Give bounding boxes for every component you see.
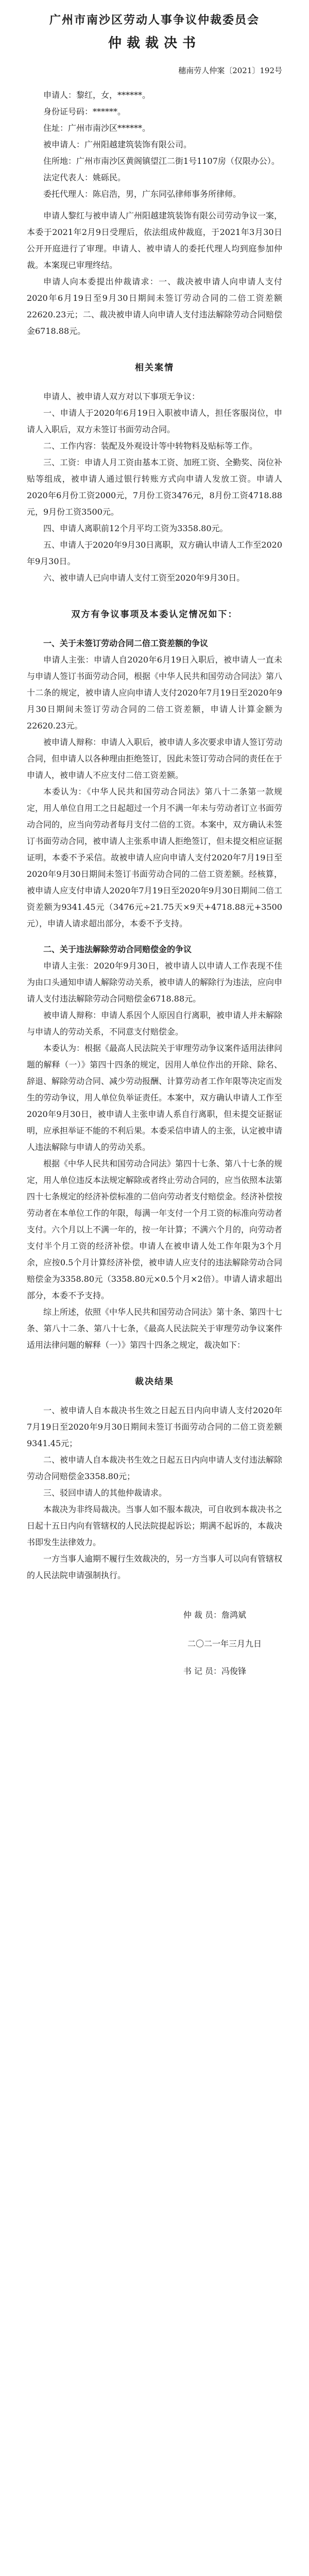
clerk-signature: 书 记 员：冯俊锋 xyxy=(183,1666,246,1676)
section-paragraph: 被申请人辩称：申请人系因个人原因自行离职，被申请人并未解除与申请人的劳动关系，不同意支付赔偿金。 xyxy=(27,1010,283,1037)
section-paragraph: 申请人主张：申请人自2020年6月19日入职后，被申请人一直未与申请人签订书面劳动合同，根据《中华人民共和国劳动合同法》第八十二条的规定，被申请人应向申请人支付2020年7月19日至2020年9月30日期间未签订劳动合同的二倍工资差额，申请人计算金额为22620.23元。 xyxy=(27,655,283,731)
section-paragraph: 一、申请人于2020年6月19日入职被申请人，担任客服岗位，申请人入职后，双方未签订书面劳动合同。 xyxy=(27,408,282,434)
section-paragraph: 六、被申请人已向申请人支付工资至2020年9月30日。 xyxy=(43,573,245,583)
section-heading-ruling: 裁决结果 xyxy=(135,1377,174,1387)
intro-paragraph: 申请人黎红与被申请人广州阳越建筑装饰有限公司劳动争议一案，本委于2021年2月9日受理后，依法组成仲裁庭，于2021年3月30日公开开庭进行了审理。申请人、被申请人的委托代理人均到庭参加仲裁。本案现已审理终结。 xyxy=(27,211,283,270)
party-line: 法定代表人：姚砾民。 xyxy=(43,173,126,182)
party-line: 身份证号码：******。 xyxy=(43,107,126,116)
requests-paragraph: 申请人向本委提出仲裁请求：一、裁决被申请人向申请人支付2020年6月19日至9月30日期间未签订劳动合同的二倍工资差额22620.23元；二、裁决被申请人向申请人支付违法解除劳动合同赔偿金6718.88元。 xyxy=(27,277,282,336)
section-paragraph: 三、工资：申请人月工资由基本工资、加班工资、全勤奖、岗位补贴等组成，被申请人通过银行转账方式向申请人发放工资。申请人2020年6月份工资2000元，7月份工资3476元，8月份工资4718.88元，9月份工资3500元。 xyxy=(27,457,283,517)
ruling-item: 三、驳回申请人的其他仲裁请求。 xyxy=(43,1488,167,1498)
section-paragraph: 申请人、被申请人双方对以下事项无争议： xyxy=(43,392,200,401)
section-paragraph: 五、申请人于2020年9月30日离职，双方确认申请人工作至2020年9月30日。 xyxy=(27,540,282,566)
dispute-subheading: 一、关于未签订劳动合同二倍工资差额的争议 xyxy=(43,638,209,648)
party-line: 申请人：黎红，女，******。 xyxy=(43,90,151,100)
case-number: 穗南劳人仲案〔2021〕192号 xyxy=(178,66,282,75)
ruling-notice: 一方当事人逾期不履行生效裁决的，另一方当事人可以向有管辖权的人民法院申请强制执行。 xyxy=(27,1554,283,1580)
ruling-notice: 本裁决为非终局裁决。当事人如不服本裁决，可自收到本裁决书之日起十五日内向有管辖权的人民法院提起诉讼；期满不起诉的，本裁决书即发生法律效力。 xyxy=(27,1504,283,1547)
section-paragraph: 被申请人辩称：申请人入职后，被申请人多次要求申请人签订劳动合同，但申请人以各种理由拒绝签订，因此未签订劳动合同的责任在于申请人，被申请人不应支付二倍工资差额。 xyxy=(27,737,283,780)
document-date: 二〇二一年三月九日 xyxy=(187,1639,262,1649)
parties-block xyxy=(27,87,282,202)
section-paragraph: 申请人主张：2020年9月30日，被申请人以申请人工作表现不佳为由口头通知申请人解除劳动关系，被申请人的解除行为违法，应向申请人支付违法解除劳动合同赔偿金6718.88元。 xyxy=(27,961,283,1004)
section-heading-disputes: 双方有争议事项及本委认定情况如下： xyxy=(71,609,238,620)
party-line: 住所地：广州市南沙区黄阁镇望江二街1号1107房（仅限办公）。 xyxy=(43,156,280,166)
committee-title: 广州市南沙区劳动人事争议仲裁委员会 xyxy=(49,13,260,27)
ruling-item: 一、被申请人自本裁决书生效之日起五日内向申请人支付2020年7月19日至2020年9月30日期间未签订书面劳动合同的二倍工资差额9341.45元； xyxy=(27,1405,282,1448)
party-line: 委托代理人：陈启浩，男，广东同弘律师事务所律师。 xyxy=(43,189,242,199)
section-heading-case-facts: 相关案情 xyxy=(135,363,174,373)
party-line: 住址：广州市南沙区******。 xyxy=(43,123,151,133)
section-paragraph: 二、工作内容：装配及外观设计等中转物料及贴标等工作。 xyxy=(43,441,258,451)
section-paragraph: 本委认为：根据《最高人民法院关于审理劳动争议案件适用法律问题的解释（一）》第四十四条的规定，因用人单位作出的开除、除名、辞退、解除劳动合同、减少劳动报酬、计算劳动者工作年限等决定而发生的劳动争议，用人单位负举证责任。本案中，双方确认申请人工作至2020年9月30日，被申请人主张申请人系自行离职，但未提交证据证明，应承担举证不能的不利后果。本委采信申请人的主张，认定被申请人违法解除与申请人的劳动关系。 xyxy=(27,1043,283,1152)
section-paragraph: 四、申请人离职前12个月平均工资为3358.80元。 xyxy=(43,523,228,533)
section-paragraph: 本委认为：《中华人民共和国劳动合同法》第八十二条第一款规定，用人单位自用工之日起超过一个月不满一年未与劳动者订立书面劳动合同的，应当向劳动者每月支付二倍的工资。本案中，双方确认未签订书面劳动合同，被申请人主张系申请人拒绝签订，但未提交相应证据证明，本委不予采信。故被申请人应向申请人支付2020年7月19日至2020年9月30日期间未签订书面劳动合同的二倍工资差额。经核算，被申请人应支付申请人2020年7月19日至2020年9月30日期间二倍工资差额为9341.45元（3476元÷21.75天×9天+4718.88元+3500元），申请人请求超出部分，本委不予支持。 xyxy=(27,787,283,928)
dispute-subheading: 二、关于违法解除劳动合同赔偿金的争议 xyxy=(43,944,192,954)
party-line: 被申请人：广州阳越建筑装饰有限公司。 xyxy=(43,140,192,149)
section-paragraph: 根据《中华人民共和国劳动合同法》第四十七条、第八十七条的规定，用人单位违反本法规定解除或者终止劳动合同的，应当依照本法第四十七条规定的经济补偿标准的二倍向劳动者支付赔偿金。经济补偿按劳动者在本单位工作的年限，每满一年支付一个月工资的标准向劳动者支付。六个月以上不满一年的，按一年计算；不满六个月的，向劳动者支付半个月工资的经济补偿。申请人在被申请人处工作年限为3个月余，应按0.5个月计算经济补偿，被申请人应支付的违法解除劳动合同赔偿金为3358.80元（3358.80元×0.5个月×2倍）。申请人请求超出部分，本委不予支持。 xyxy=(27,1159,283,1300)
document-title: 仲裁裁决书 xyxy=(108,36,201,51)
section-paragraph: 综上所述，依照《中华人民共和国劳动合同法》第十条、第四十七条、第八十二条、第八十七条，《最高人民法院关于审理劳动争议案件适用法律问题的解释（一）》第四十四条之规定，裁决如下： xyxy=(27,1307,283,1350)
arbitrator-signature: 仲 裁 员：詹鸿斌 xyxy=(183,1610,246,1620)
ruling-item: 二、被申请人自本裁决书生效之日起五日内向申请人支付违法解除劳动合同赔偿金3358.80元； xyxy=(27,1455,283,1481)
